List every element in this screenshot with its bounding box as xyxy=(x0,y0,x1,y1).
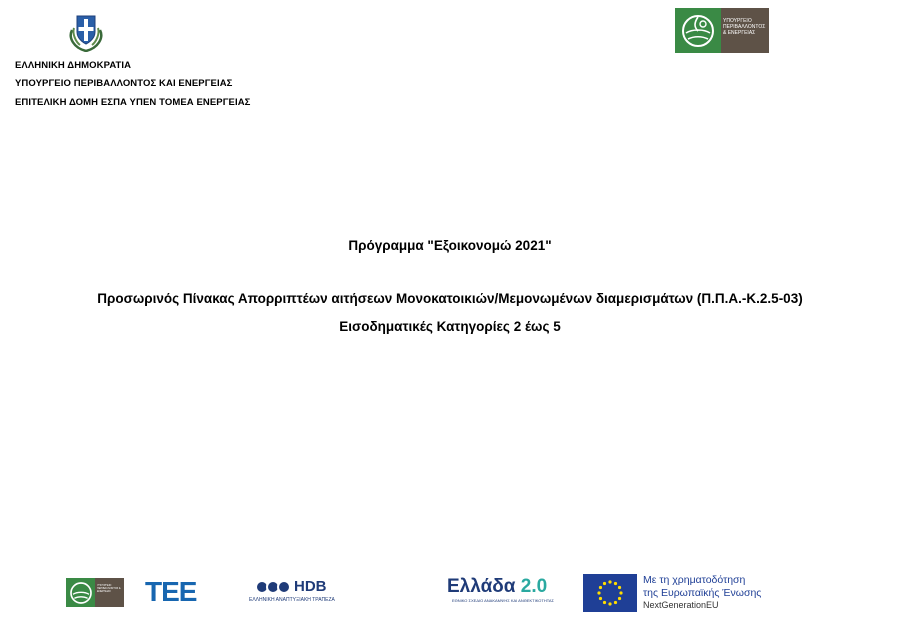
footer-ministry-logo-text: ΥΠΟΥΡΓΕΙΟ ΠΕΡΙΒΑΛΛΟΝΤΟΣ & ΕΝΕΡΓΕΙΑΣ xyxy=(95,578,124,607)
eu-star xyxy=(603,601,606,604)
hdb-logo xyxy=(249,578,349,610)
eu-funding-logo xyxy=(583,574,779,614)
hdb-text: HDB xyxy=(294,578,327,595)
greece-2-0-subtitle: ΕΘΝΙΚΟ ΣΧΕΔΙΟ ΑΝΑΚΑΜΨΗΣ ΚΑΙ ΑΝΘΕΚΤΙΚΟΤΗΤΑΣ xyxy=(451,598,555,603)
eu-star xyxy=(608,580,611,583)
hdb-mark xyxy=(249,578,349,595)
eu-star xyxy=(599,586,602,589)
header-line-republic: ΕΛΛΗΝΙΚΗ ΔΗΜΟΚΡΑΤΙΑ xyxy=(15,60,132,71)
eu-star xyxy=(618,597,621,600)
income-categories-subtitle: Εισοδηματικές Κατηγορίες 2 έως 5 xyxy=(339,319,561,334)
eu-star xyxy=(603,582,606,585)
ministry-logo xyxy=(675,8,769,53)
tee-logo: ΤΕΕ xyxy=(145,576,197,607)
eu-funding-text xyxy=(643,574,761,614)
header-line-ministry: ΥΠΟΥΡΓΕΙΟ ΠΕΡΙΒΑΛΛΟΝΤΟΣ ΚΑΙ ΕΝΕΡΓΕΙΑΣ xyxy=(15,78,233,89)
eu-star xyxy=(614,582,617,585)
eu-star xyxy=(619,591,622,594)
eu-line-3: NextGenerationEU xyxy=(643,600,719,610)
greece-word: Ελλάδα xyxy=(447,576,516,597)
eu-star xyxy=(608,602,611,605)
hdb-subtitle: ΕΛΛΗΝΙΚΗ ΑΝΑΠΤΥΞΙΑΚΗ ΤΡΑΠΕΖΑ xyxy=(249,597,335,603)
ministry-globe-icon xyxy=(675,8,721,53)
header-line-espa: ΕΠΙΤΕΛΙΚΗ ΔΟΜΗ ΕΣΠΑ ΥΠΕΝ ΤΟΜΕΑ ΕΝΕΡΓΕΙΑΣ xyxy=(15,97,251,108)
eu-line-1: Με τη χρηματοδότηση xyxy=(643,574,746,586)
greece-2-0-wordmark xyxy=(447,576,559,598)
hdb-circle-icon xyxy=(277,580,291,594)
greek-emblem-icon xyxy=(66,10,106,52)
footer-ministry-logo xyxy=(66,578,124,607)
footer-ministry-globe-icon xyxy=(66,578,95,607)
eu-star xyxy=(618,586,621,589)
eu-flag-icon xyxy=(583,574,637,612)
program-title: Πρόγραμμα "Εξοικονομώ 2021" xyxy=(348,238,552,253)
eu-star xyxy=(597,591,600,594)
greece-number: 2.0 xyxy=(520,576,548,597)
table-title: Προσωρινός Πίνακας Απορριπτέων αιτήσεων Μονοκατοικιών/Μεμονωμένων διαμερισμάτων (Π.Π.Α.-Κ.2.5-03) xyxy=(97,291,803,306)
greece-2-0-logo xyxy=(447,576,559,612)
ministry-logo-text: ΥΠΟΥΡΓΕΙΟ ΠΕΡΙΒΑΛΛΟΝΤΟΣ & ΕΝΕΡΓΕΙΑΣ xyxy=(721,8,769,53)
eu-star xyxy=(599,597,602,600)
eu-star xyxy=(614,601,617,604)
eu-line-2: της Ευρωπαϊκής Ένωσης xyxy=(643,586,762,599)
